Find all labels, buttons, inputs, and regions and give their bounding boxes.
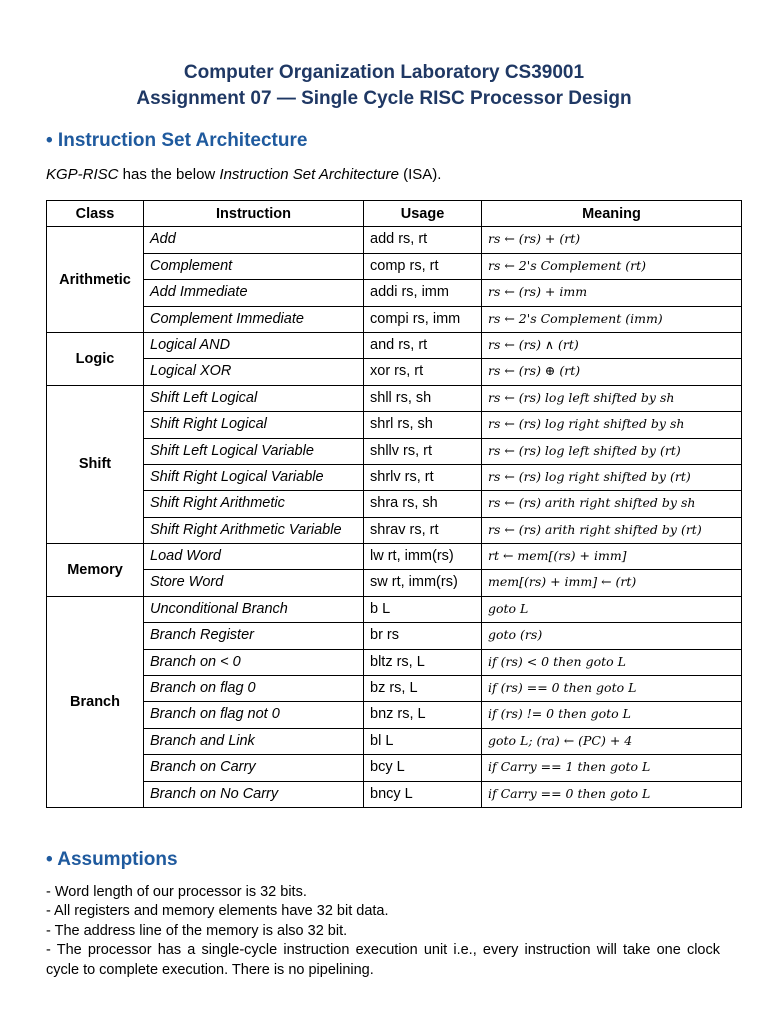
usage-cell: b L <box>364 596 482 622</box>
meaning-cell: if Carry == 1 then goto L <box>482 755 742 781</box>
meaning-cell: rs ← (rs) arith right shifted by sh <box>482 491 742 517</box>
meaning-cell: rs ← (rs) arith right shifted by (rt) <box>482 517 742 543</box>
assumptions-list <box>46 883 720 980</box>
table-row <box>47 781 742 807</box>
table-row <box>47 544 742 570</box>
meaning-cell: rs ← 2's Complement (imm) <box>482 306 742 332</box>
usage-cell: xor rs, rt <box>364 359 482 385</box>
intro-end-text: (ISA). <box>398 166 442 183</box>
usage-cell: bnz rs, L <box>364 702 482 728</box>
usage-cell: and rs, rt <box>364 332 482 358</box>
meaning-cell: rs ← (rs) log right shifted by sh <box>482 412 742 438</box>
table-row <box>47 306 742 332</box>
class-cell: Arithmetic <box>47 227 144 333</box>
header-meaning: Meaning <box>482 201 742 227</box>
meaning-cell: if (rs) != 0 then goto L <box>482 702 742 728</box>
instruction-cell: Load Word <box>144 544 364 570</box>
document-title-line2: Assignment 07 — Single Cycle RISC Processor Design <box>136 88 632 109</box>
usage-cell: shrl rs, sh <box>364 412 482 438</box>
meaning-cell: rs ← (rs) log left shifted by (rt) <box>482 438 742 464</box>
instruction-cell: Branch Register <box>144 623 364 649</box>
class-cell: Memory <box>47 544 144 597</box>
instruction-cell: Add <box>144 227 364 253</box>
instruction-cell: Shift Right Arithmetic Variable <box>144 517 364 543</box>
usage-cell: bz rs, L <box>364 676 482 702</box>
instruction-cell: Branch on Carry <box>144 755 364 781</box>
table-row <box>47 412 742 438</box>
usage-cell: bcy L <box>364 755 482 781</box>
table-row <box>47 385 742 411</box>
table-row <box>47 280 742 306</box>
assumptions-heading: • Assumptions <box>46 849 178 870</box>
instruction-cell: Unconditional Branch <box>144 596 364 622</box>
usage-cell: shll rs, sh <box>364 385 482 411</box>
table-row <box>47 728 742 754</box>
table-row <box>47 676 742 702</box>
instruction-cell: Shift Right Logical <box>144 412 364 438</box>
table-row <box>47 649 742 675</box>
meaning-cell: if (rs) == 0 then goto L <box>482 676 742 702</box>
assumption-item: - Word length of our processor is 32 bits. <box>46 884 307 900</box>
meaning-cell: rs ← (rs) ∧ (rt) <box>482 332 742 358</box>
meaning-cell: rs ← (rs) log left shifted by sh <box>482 385 742 411</box>
usage-cell: shra rs, sh <box>364 491 482 517</box>
table-row <box>47 253 742 279</box>
isa-section-heading: • Instruction Set Architecture <box>46 130 308 151</box>
instruction-cell: Logical XOR <box>144 359 364 385</box>
meaning-cell: if Carry == 0 then goto L <box>482 781 742 807</box>
isa-table <box>46 200 742 808</box>
table-row <box>47 332 742 358</box>
instruction-cell: Logical AND <box>144 332 364 358</box>
table-row <box>47 517 742 543</box>
isa-intro-text <box>46 166 441 183</box>
instruction-cell: Branch on < 0 <box>144 649 364 675</box>
header-class: Class <box>47 201 144 227</box>
instruction-cell: Shift Right Logical Variable <box>144 464 364 490</box>
instruction-cell: Branch on flag 0 <box>144 676 364 702</box>
usage-cell: sw rt, imm(rs) <box>364 570 482 596</box>
assumption-item: - All registers and memory elements have 32 bit data. <box>46 903 389 920</box>
table-row <box>47 596 742 622</box>
meaning-cell: rs ← (rs) log right shifted by (rt) <box>482 464 742 490</box>
meaning-cell: goto L <box>482 596 742 622</box>
meaning-cell: goto (rs) <box>482 623 742 649</box>
usage-cell: bltz rs, L <box>364 649 482 675</box>
table-row <box>47 570 742 596</box>
usage-cell: shllv rs, rt <box>364 438 482 464</box>
usage-cell: br rs <box>364 623 482 649</box>
usage-cell: lw rt, imm(rs) <box>364 544 482 570</box>
intro-isa-term: Instruction Set Architecture <box>219 166 399 183</box>
instruction-cell: Branch on flag not 0 <box>144 702 364 728</box>
instruction-cell: Branch and Link <box>144 728 364 754</box>
table-row <box>47 359 742 385</box>
usage-cell: shrlv rs, rt <box>364 464 482 490</box>
class-cell: Branch <box>47 596 144 807</box>
instruction-cell: Add Immediate <box>144 280 364 306</box>
meaning-cell: rs ← (rs) ⊕ (rt) <box>482 359 742 385</box>
table-row <box>47 702 742 728</box>
instruction-cell: Branch on No Carry <box>144 781 364 807</box>
usage-cell: add rs, rt <box>364 227 482 253</box>
instruction-cell: Complement Immediate <box>144 306 364 332</box>
table-row <box>47 755 742 781</box>
intro-processor-name: KGP-RISC <box>46 166 119 183</box>
instruction-cell: Complement <box>144 253 364 279</box>
header-usage: Usage <box>364 201 482 227</box>
table-row <box>47 491 742 517</box>
instruction-cell: Shift Left Logical Variable <box>144 438 364 464</box>
class-cell: Logic <box>47 332 144 385</box>
instruction-cell: Store Word <box>144 570 364 596</box>
table-row <box>47 464 742 490</box>
isa-table-body <box>47 227 742 808</box>
usage-cell: addi rs, imm <box>364 280 482 306</box>
table-row <box>47 623 742 649</box>
table-header-row <box>47 201 742 227</box>
assumption-item: - The address line of the memory is also 32 bit. <box>46 922 348 939</box>
class-cell: Shift <box>47 385 144 543</box>
usage-cell: shrav rs, rt <box>364 517 482 543</box>
meaning-cell: rs ← (rs) + imm <box>482 280 742 306</box>
table-row <box>47 438 742 464</box>
meaning-cell: rs ← (rs) + (rt) <box>482 227 742 253</box>
meaning-cell: mem[(rs) + imm] ← (rt) <box>482 570 742 596</box>
intro-mid-text: has the below <box>118 166 220 183</box>
header-instruction: Instruction <box>144 201 364 227</box>
meaning-cell: rs ← 2's Complement (rt) <box>482 253 742 279</box>
meaning-cell: goto L; (ra) ← (PC) + 4 <box>482 728 742 754</box>
meaning-cell: rt ← mem[(rs) + imm] <box>482 544 742 570</box>
instruction-cell: Shift Right Arithmetic <box>144 491 364 517</box>
usage-cell: bl L <box>364 728 482 754</box>
document-title-line1: Computer Organization Laboratory CS39001 <box>183 62 585 83</box>
usage-cell: comp rs, rt <box>364 253 482 279</box>
table-row <box>47 227 742 253</box>
meaning-cell: if (rs) < 0 then goto L <box>482 649 742 675</box>
instruction-cell: Shift Left Logical <box>144 385 364 411</box>
assumption-item: - The processor has a single-cycle instruction execution unit i.e., every instruction will take one clock cycle to complete execution. There is no pipelining. <box>46 942 720 978</box>
usage-cell: compi rs, imm <box>364 306 482 332</box>
usage-cell: bncy L <box>364 781 482 807</box>
